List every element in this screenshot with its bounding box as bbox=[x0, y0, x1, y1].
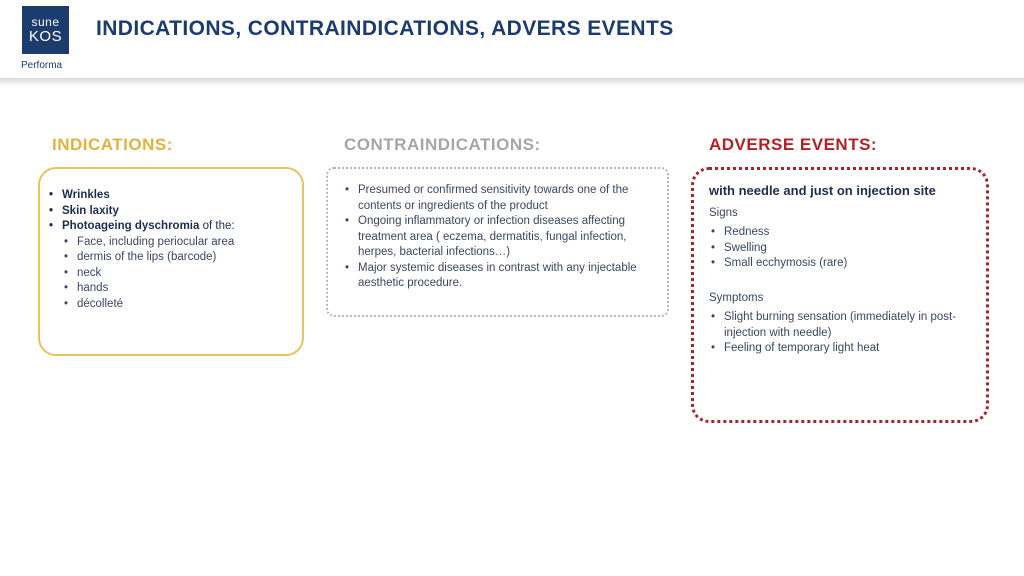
logo-subtitle: Performa bbox=[21, 60, 63, 71]
indications-box bbox=[38, 167, 304, 356]
adverse-events-heading: ADVERSE EVENTS: bbox=[709, 135, 878, 154]
indications-list bbox=[62, 188, 302, 312]
list-item: • Wrinkles bbox=[62, 188, 302, 204]
adverse-events-box bbox=[691, 167, 989, 423]
signs-list bbox=[724, 225, 984, 272]
indications-sublist bbox=[77, 235, 302, 313]
sunekos-logo bbox=[22, 6, 69, 54]
list-item: • Presumed or confirmed sensitivity towards one of the contents or ingredients of the product bbox=[358, 183, 658, 214]
list-item: • hands bbox=[77, 281, 302, 297]
list-item: • Feeling of temporary light heat bbox=[724, 341, 984, 357]
contraindications-list bbox=[358, 183, 658, 292]
list-item: • Skin laxity bbox=[62, 204, 302, 220]
list-item: • Swelling bbox=[724, 241, 984, 257]
list-item: • Face, including periocular area bbox=[77, 235, 302, 251]
list-item-rest: of the: bbox=[199, 220, 235, 232]
list-item: • Ongoing inflammatory or infection diseases affecting treatment area ( eczema, dermatitis, fungal infection, herpes, bacterial infections…) bbox=[358, 214, 658, 261]
list-item-bold: Photoageing dyschromia bbox=[62, 220, 200, 232]
logo-text-line1: sune bbox=[31, 15, 60, 29]
contraindications-heading: CONTRAINDICATIONS: bbox=[344, 135, 541, 154]
logo-text-line2: KOS bbox=[28, 28, 63, 45]
symptoms-list bbox=[724, 310, 984, 357]
adverse-events-subheading: with needle and just on injection site bbox=[709, 183, 936, 198]
list-item: • Major systemic diseases in contrast with any injectable aesthetic procedure. bbox=[358, 261, 658, 292]
list-item: • Redness bbox=[724, 225, 984, 241]
list-item bbox=[62, 219, 302, 235]
symptoms-label: Symptoms bbox=[709, 292, 764, 304]
signs-label: Signs bbox=[709, 207, 738, 219]
list-item: • décolleté bbox=[77, 297, 302, 313]
list-item: • dermis of the lips (barcode) bbox=[77, 250, 302, 266]
list-item: • Small ecchymosis (rare) bbox=[724, 256, 984, 272]
header-divider bbox=[0, 78, 1024, 86]
indications-heading: INDICATIONS: bbox=[52, 135, 173, 154]
slide-title: INDICATIONS, CONTRAINDICATIONS, ADVERS EVENTS bbox=[96, 17, 674, 40]
list-item: • neck bbox=[77, 266, 302, 282]
list-item: • Slight burning sensation (immediately in post-injection with needle) bbox=[724, 310, 984, 341]
contraindications-box bbox=[326, 167, 669, 317]
